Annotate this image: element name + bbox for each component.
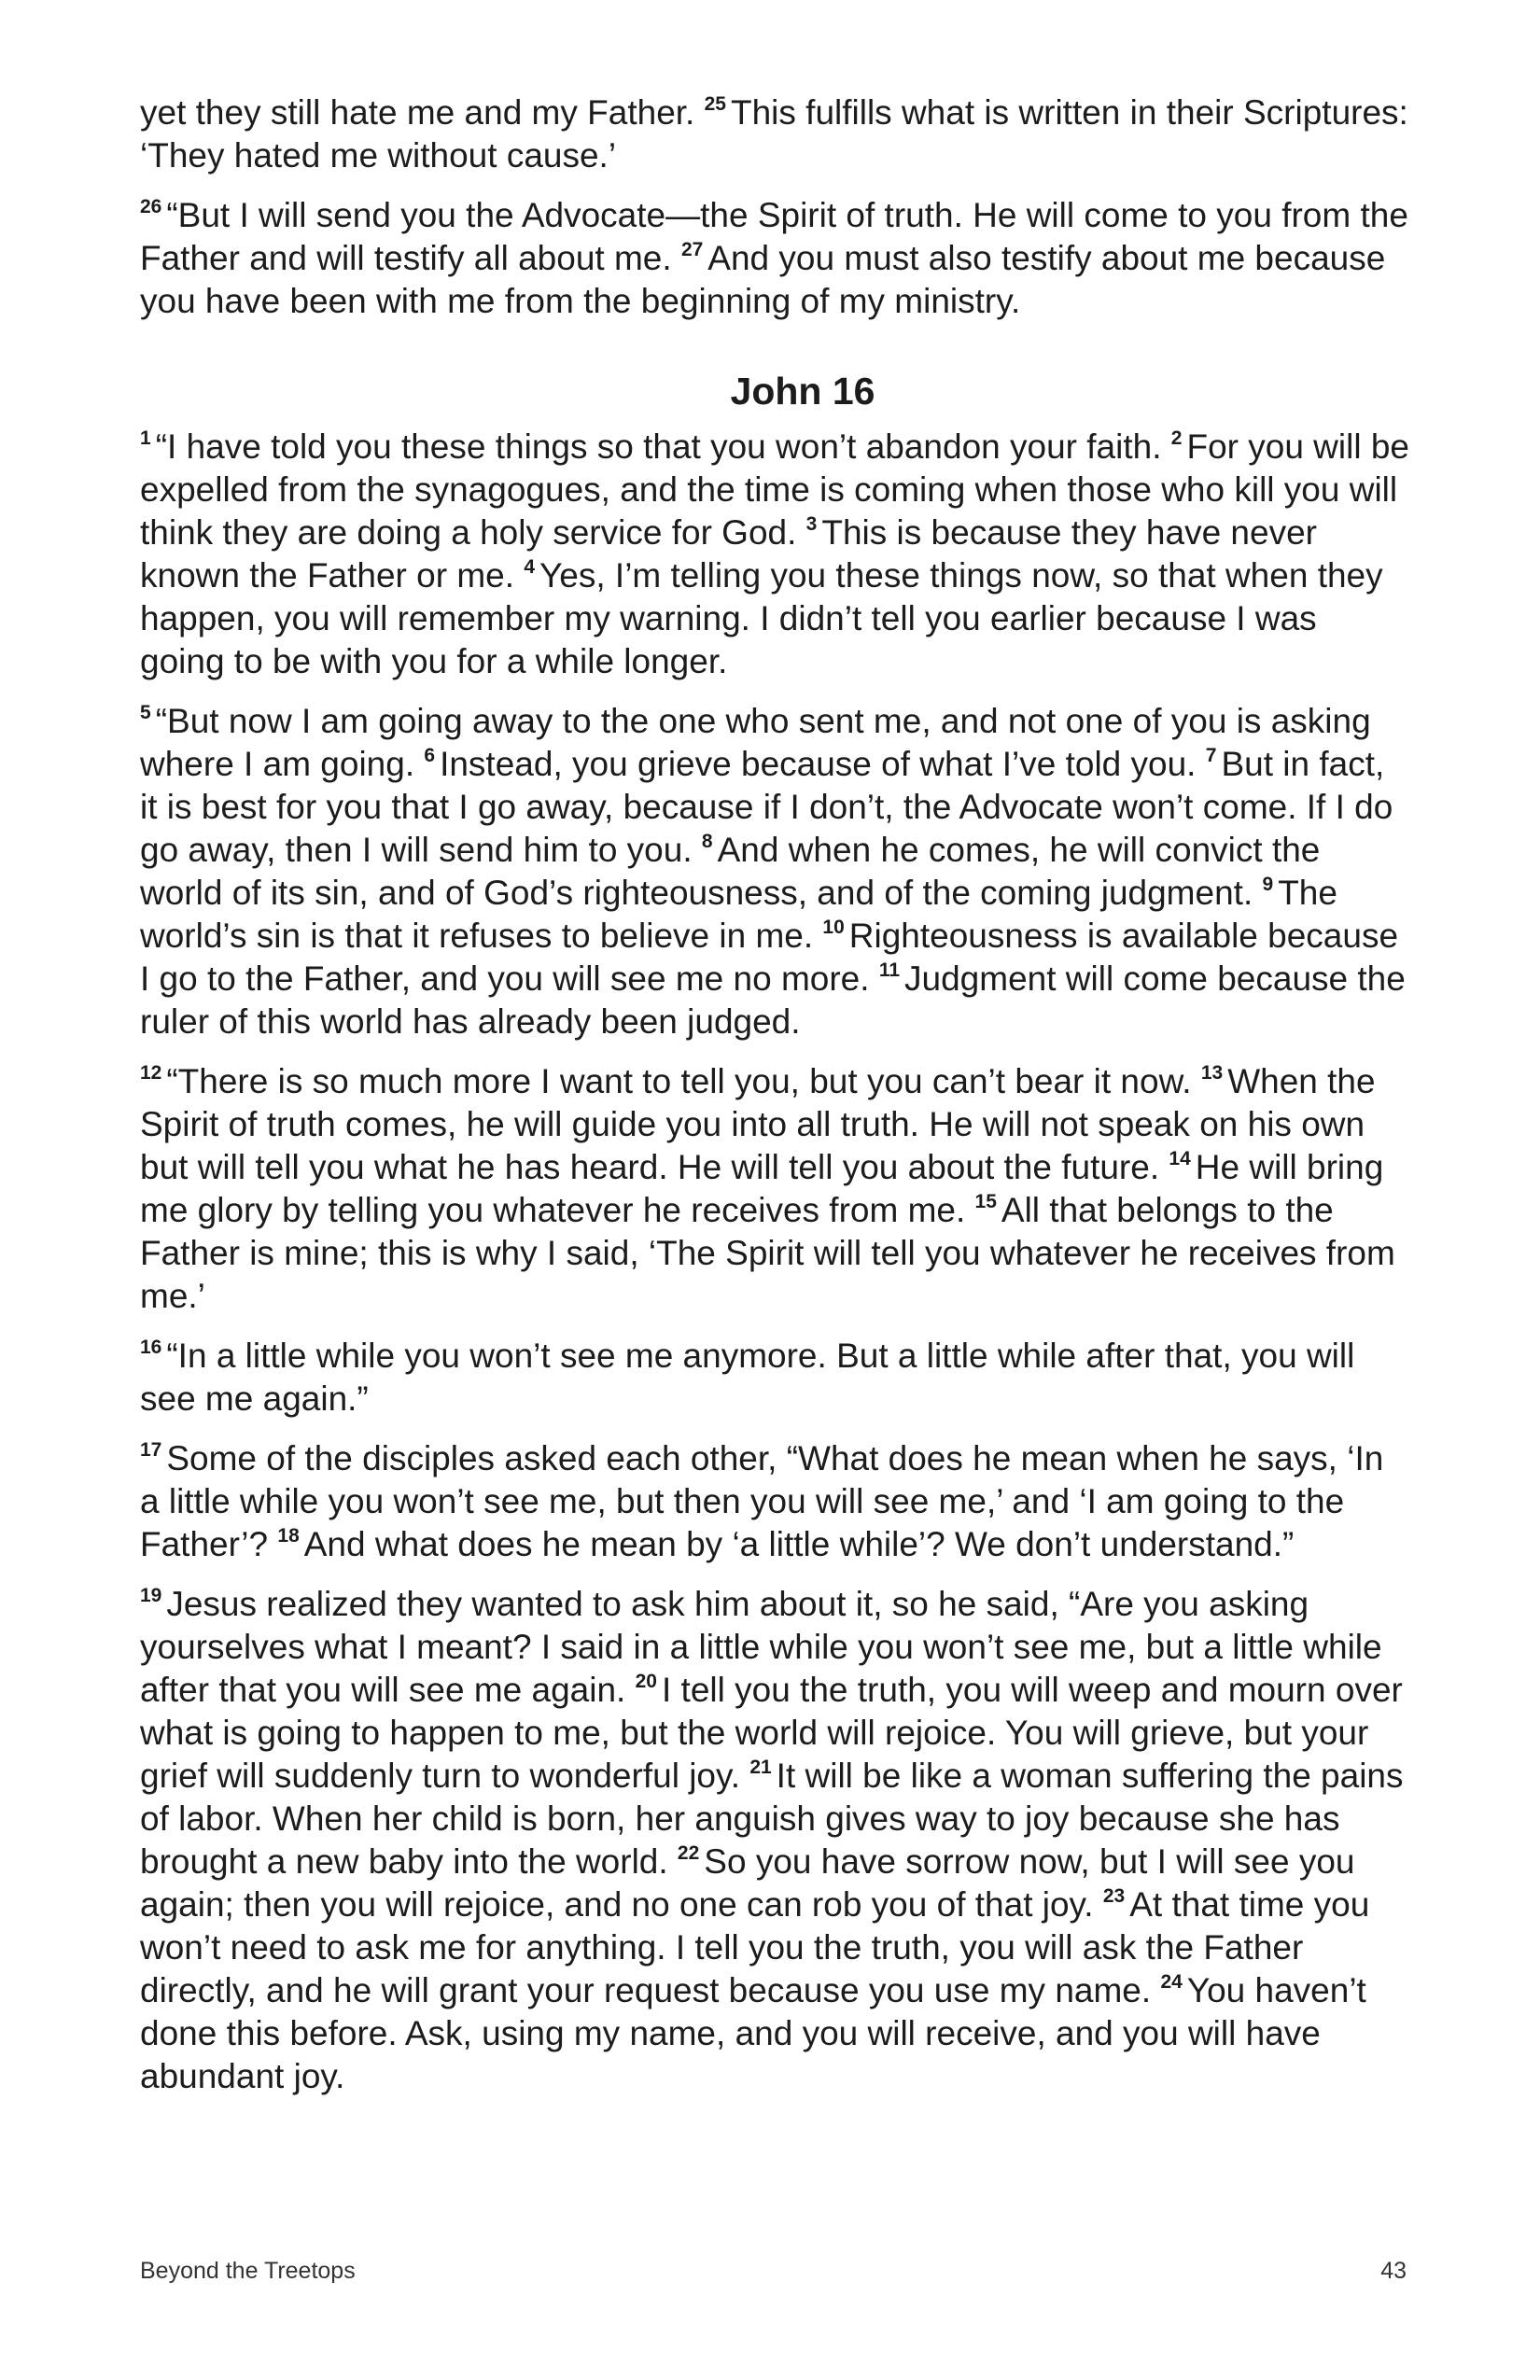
verse-number: 4	[524, 556, 535, 578]
verse-number: 11	[878, 959, 901, 981]
verse-number: 2	[1170, 427, 1183, 449]
verse-number: 5	[140, 702, 151, 723]
footer-page-number: 43	[1380, 2258, 1407, 2284]
verse-text: You haven’t done this before. Ask, using my name, and you will receive, and you will have abundant joy.	[140, 1971, 1366, 2095]
verse-number: 6	[424, 745, 436, 766]
verse-number: 19	[140, 1585, 162, 1606]
verse-number: 26	[140, 196, 162, 217]
paragraph	[140, 91, 1409, 177]
verse-number: 9	[1262, 874, 1274, 895]
verse-text: Instead, you grieve because of what I’ve told you.	[440, 745, 1206, 783]
verse-text: All that belongs to the Father is mine; this is why I said, ‘The Spirit will tell you whatever he receives from me.’	[140, 1191, 1395, 1315]
verse-text: And what does he mean by ‘a little while’? We don’t understand.”	[303, 1525, 1295, 1563]
verse-number: 22	[677, 1842, 700, 1864]
verse-number: 23	[1102, 1885, 1126, 1907]
paragraph	[140, 1583, 1409, 2098]
verse-text: Righteousness is available because I go to the Father, and you will see me no more.	[140, 917, 1399, 998]
verse-text: But in fact, it is best for you that I go away, because if I don’t, the Advocate won’t come. If I do go away, then I will send him to you.	[140, 745, 1393, 869]
paragraph	[140, 194, 1409, 323]
verse-text: At that time you won’t need to ask me for anything. I tell you the truth, you will ask the Father directly, and he will grant your request because you use my name.	[140, 1885, 1370, 2009]
verse-text: Judgment will come because the ruler of this world has already been judged.	[140, 959, 1406, 1041]
paragraph	[140, 700, 1409, 1043]
verse-text: It will be like a woman suffering the pains of labor. When her child is born, her anguish gives way to joy because she has brought a new baby into the world.	[140, 1757, 1404, 1881]
verse-text: Yes, I’m telling you these things now, so that when they happen, you will remember my warning. I didn’t tell you earlier because I was going to be with you for a while longer.	[140, 556, 1383, 680]
verse-number: 25	[704, 93, 726, 115]
paragraph	[140, 1437, 1409, 1566]
footer-book-title: Beyond the Treetops	[140, 2258, 356, 2284]
paragraph	[140, 426, 1409, 683]
verse-text: For you will be expelled from the synagogues, and the time is coming when those who kill you will think they are doing a holy service for God.	[140, 427, 1409, 552]
verse-text: “But I will send you the Advocate—the Spirit of truth. He will come to you from the Father and will testify all about me.	[140, 196, 1408, 277]
verse-number: 14	[1169, 1148, 1191, 1169]
verse-text: This fulfills what is written in their Scriptures: ‘They hated me without cause.’	[140, 93, 1408, 175]
verse-number: 7	[1205, 745, 1217, 766]
verse-number: 15	[974, 1191, 997, 1212]
verse-text: He will bring me glory by telling you whatever he receives from me.	[140, 1148, 1384, 1229]
paragraph	[140, 1060, 1409, 1318]
verse-text: Jesus realized they wanted to ask him about it, so he said, “Are you asking yourselves what I meant? I said in a little while you won’t see me, but a little while after that you will see me again.	[140, 1585, 1382, 1709]
verse-number: 8	[701, 831, 713, 852]
verse-text: This is because they have never known the Father or me.	[140, 513, 1317, 595]
verse-text: And you must also testify about me because you have been with me from the beginning of my ministry.	[140, 239, 1386, 320]
verse-number: 21	[749, 1757, 772, 1778]
verse-number: 24	[1160, 1971, 1183, 1993]
verse-text: “But now I am going away to the one who sent me, and not one of you is asking where I am going.	[140, 702, 1371, 783]
verse-text: So you have sorrow now, but I will see you again; then you will rejoice, and no one can rob you of that joy.	[140, 1842, 1355, 1924]
paragraph	[140, 1335, 1409, 1421]
verse-number: 10	[822, 917, 845, 938]
verse-number: 16	[140, 1337, 162, 1358]
verse-text: “In a little while you won’t see me anymore. But a little while after that, you will see me again.”	[140, 1337, 1355, 1418]
page-body	[140, 91, 1409, 2115]
verse-number: 17	[140, 1439, 162, 1461]
verse-text: “I have told you these things so that you won’t abandon your faith.	[155, 427, 1171, 466]
verse-text: The world’s sin is that it refuses to believe in me.	[140, 874, 1337, 955]
verse-number: 27	[680, 239, 704, 260]
chapter-heading: John 16	[730, 370, 875, 413]
verse-text: yet they still hate me and my Father.	[140, 93, 705, 132]
verse-number: 1	[140, 427, 151, 449]
verse-number: 18	[277, 1525, 300, 1547]
verse-text: I tell you the truth, you will weep and mourn over what is going to happen to me, but the world will rejoice. You will grieve, but your grief will suddenly turn to wonderful joy.	[140, 1671, 1403, 1795]
verse-number: 3	[805, 513, 818, 535]
verse-text: And when he comes, he will convict the world of its sin, and of God’s righteousness, and of the coming judgment.	[140, 831, 1321, 912]
verse-text: When the Spirit of truth comes, he will guide you into all truth. He will not speak on his own but will tell you what he has heard. He will tell you about the future.	[140, 1062, 1376, 1186]
verse-text: “There is so much more I want to tell you, but you can’t bear it now.	[166, 1062, 1201, 1100]
verse-number: 13	[1200, 1062, 1224, 1084]
verse-text: Some of the disciples asked each other, “What does he mean when he says, ‘In a little while you won’t see me, but then you will see me,’ and ‘I am going to the Father’?	[140, 1439, 1384, 1563]
verse-number: 20	[635, 1671, 657, 1692]
verse-number: 12	[140, 1062, 162, 1084]
